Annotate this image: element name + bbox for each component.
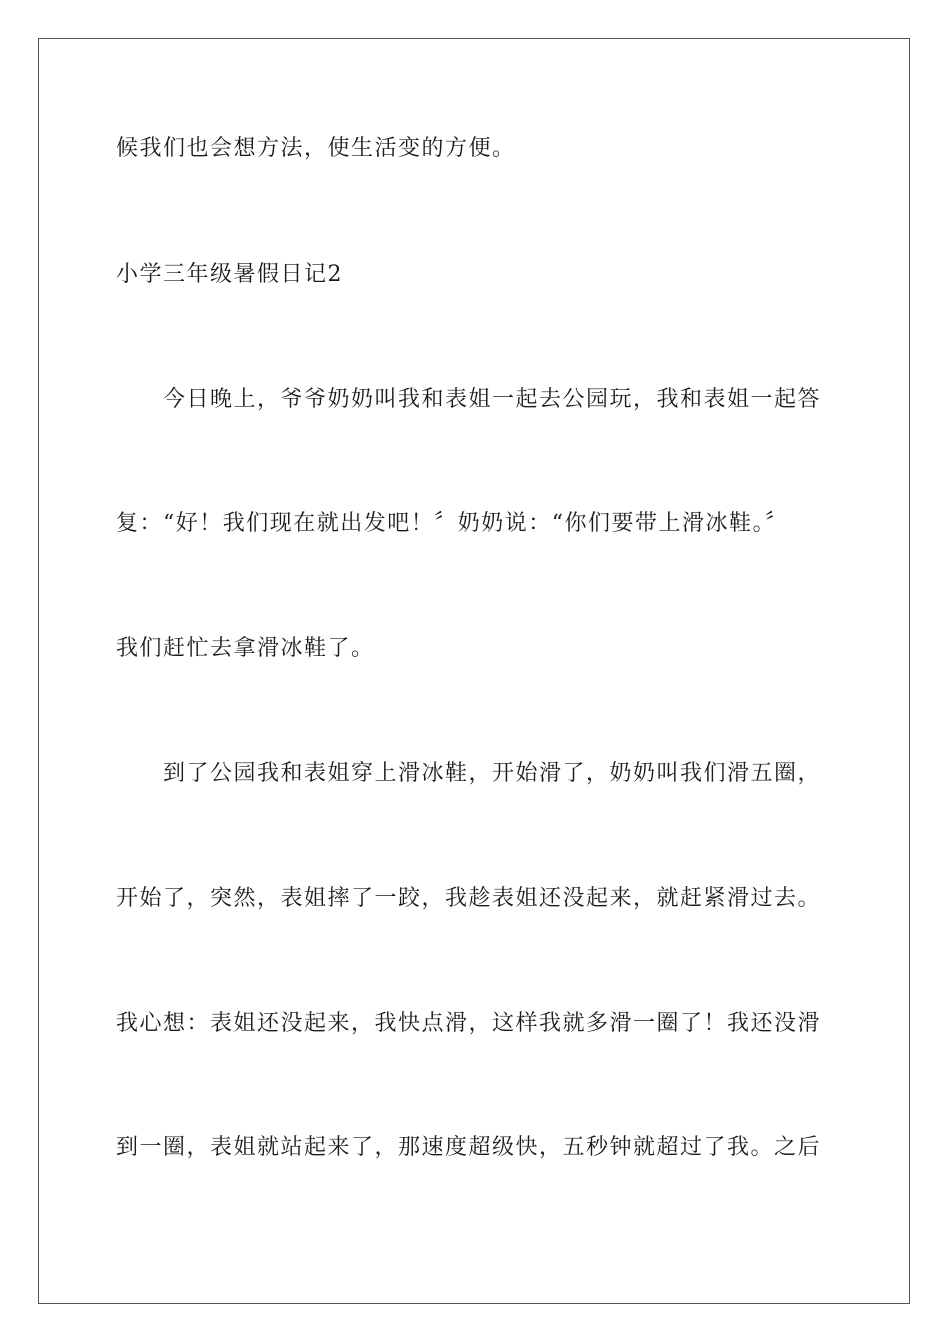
paragraph-line: 到了公园我和表姐穿上滑冰鞋，开始滑了，奶奶叫我们滑五圈， bbox=[163, 761, 822, 786]
paragraph-line: 复：“好！我们现在就出发吧！〞奶奶说：“你们要带上滑冰鞋。〞 bbox=[116, 511, 789, 536]
page-border bbox=[38, 38, 910, 1304]
paragraph-line: 开始了，突然，表姐摔了一跤，我趁表姐还没起来，就赶紧滑过去。 bbox=[116, 886, 822, 911]
paragraph-line: 到一圈，表姐就站起来了，那速度超级快，五秒钟就超过了我。之后 bbox=[116, 1135, 822, 1160]
paragraph-line: 候我们也会想方法，使生活变的方便。 bbox=[116, 136, 516, 161]
paragraph-line: 今日晚上，爷爷奶奶叫我和表姐一起去公园玩，我和表姐一起答 bbox=[163, 387, 822, 412]
paragraph-line: 我心想：表姐还没起来，我快点滑，这样我就多滑一圈了！我还没滑 bbox=[116, 1011, 822, 1036]
section-heading: 小学三年级暑假日记2 bbox=[116, 262, 343, 287]
paragraph-line: 我们赶忙去拿滑冰鞋了。 bbox=[116, 636, 375, 661]
